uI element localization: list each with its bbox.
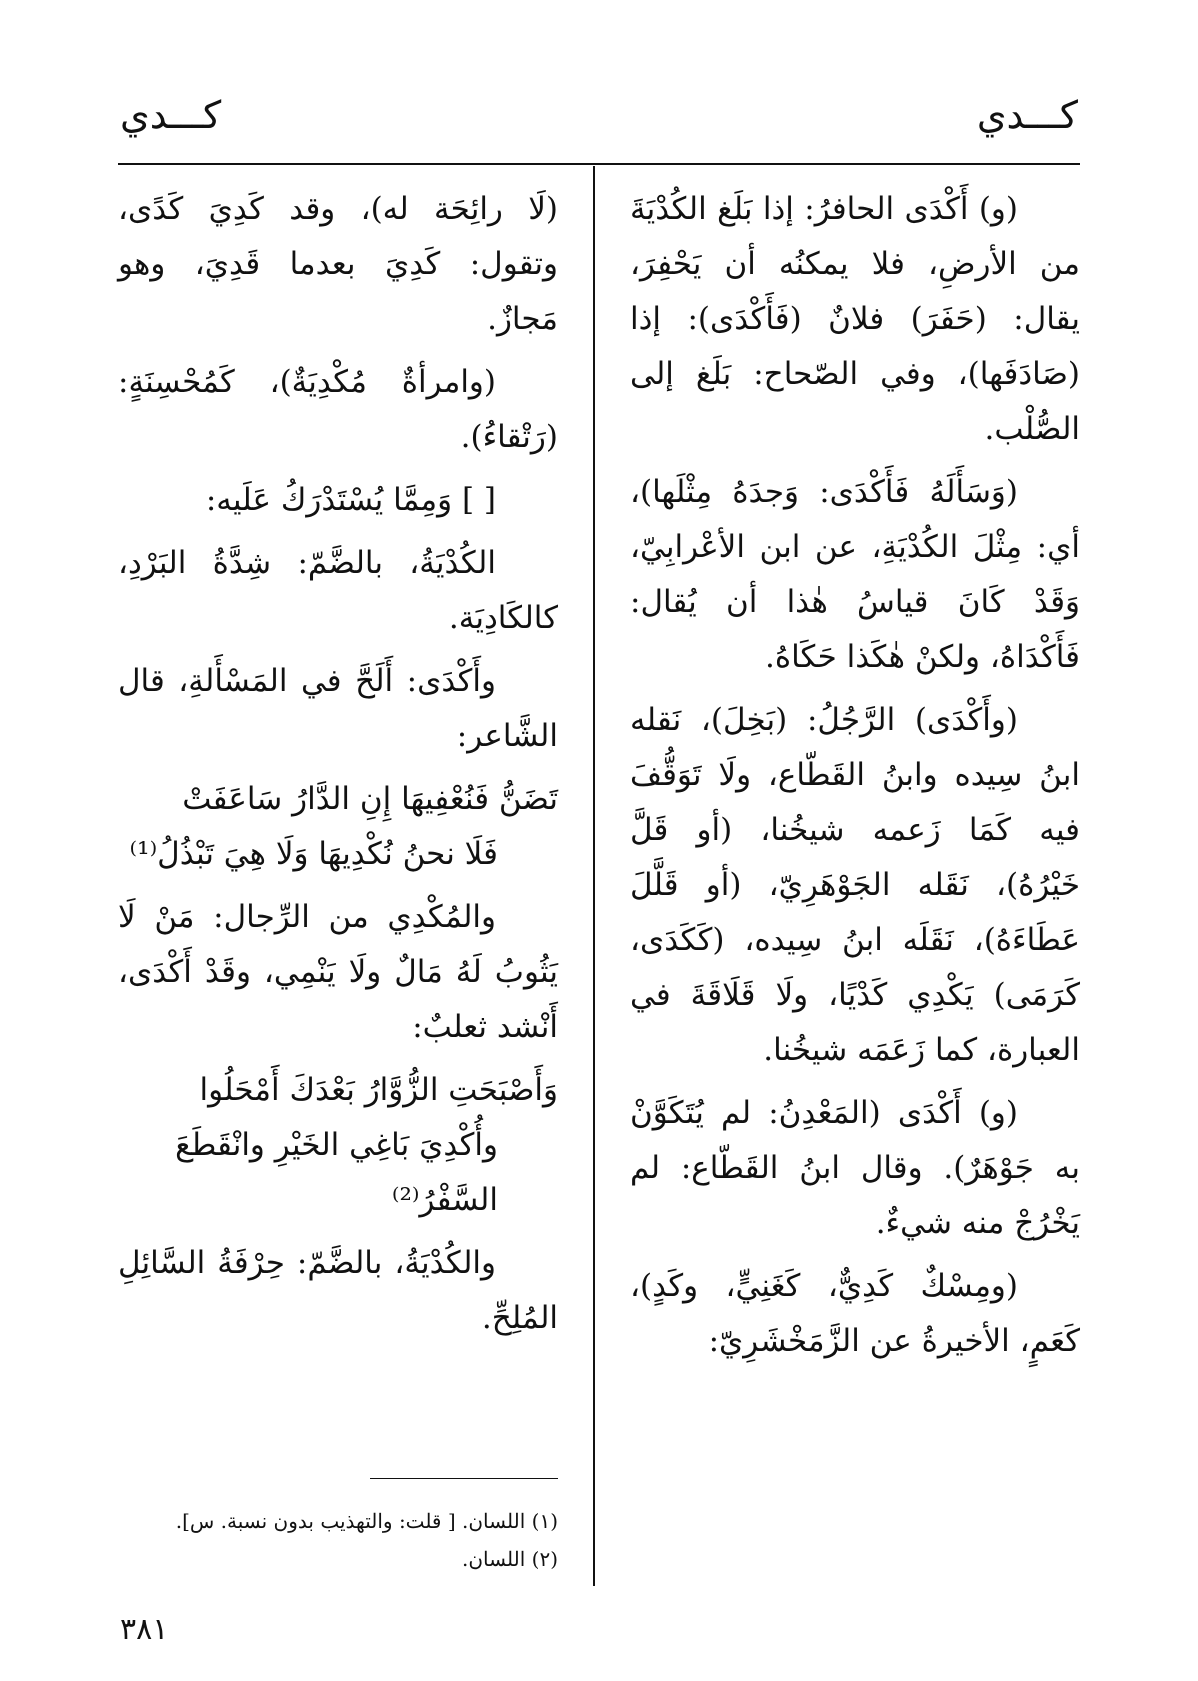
verse-hemistich: وَأَصْبَحَتِ الزُّوَّارُ بَعْدَكَ أَمْحَلُوا xyxy=(199,1072,558,1108)
paragraph: (وَسَأَلَهُ فَأَكْدَى: وَجدَهُ مِثْلَها)، أي: مِثْلَ الكُدْيَةِ، عن ابن الأعْرابِيّ، وَقَدْ كَانَ قياسُ هٰذا أن يُقال: فَأَكْدَاهُ، ولكنْ هٰكَذا حَكَاهُ. xyxy=(630,474,1080,675)
paragraph: (وأَكْدَى) الرَّجُلُ: (بَخِلَ)، نَقله ابنُ سِيده وابنُ القَطّاع، ولَا تَوَقُّفَ فيه كَمَا زَعمه شيخُنا، (أو قَلَّ خَيْرُهُ)، نَقَله الجَوْهَرِيّ، (أو قَلَّلَ عَطَاءَهُ)، نَقَلَه ابنُ سِيده، (كَكَدَى، كَرَمَى) يَكْدِي كَدْيًا، ولَا قَلَاقَةَ في العبارة، كما زَعَمَه شيخُنا. xyxy=(630,702,1080,1068)
verse-hemistich: وأُكْدِيَ بَاغِي الخَيْرِ وانْقَطَعَ السَّفْرُ⁽²⁾ xyxy=(175,1127,498,1218)
paragraph: والكُدْيَةُ، بالضَّمّ: حِرْفَةُ السَّائِلِ المُلِحِّ. xyxy=(118,1245,558,1336)
paragraph: (و) أَكْدَى الحافرُ: إذا بَلَغ الكُدْيَةَ من الأرضِ، فلا يمكنُه أن يَحْفِرَ، يقال: (حَفَرَ) فلانٌ (فَأَكْدَى): إذا (صَادَفَها)، وفي الصّحاح: بَلَغ إلى الصُّلْب. xyxy=(630,191,1080,447)
paragraph: الكُدْيَةُ، بالضَّمّ: شِدَّةُ البَرْدِ، كالكَادِيَة. xyxy=(118,545,558,636)
footnote-rule xyxy=(370,1478,558,1479)
page-number: ٣٨١ xyxy=(120,1612,169,1647)
column-divider xyxy=(593,166,595,1586)
footnotes xyxy=(118,1502,558,1578)
footnote: (١) اللسان. [ قلت: والتهذيب بدون نسبة. س]. xyxy=(175,1509,558,1533)
paragraph: (ومِسْكٌ كَدِيٌّ، كَغَنِيٍّ، وكَدٍ)، كَعَمٍ، الأخيرةُ عن الزَّمَخْشَرِيّ: xyxy=(630,1268,1080,1359)
verse-hemistich: فَلَا نحنُ نُكْدِيهَا وَلَا هِيَ تَبْذُلُ⁽¹⁾ xyxy=(129,836,498,872)
section-marker: [ ] وَمِمَّا يُسْتَدْرَكُ عَلَيه: xyxy=(205,482,496,518)
footnote: (٢) اللسان. xyxy=(462,1547,558,1571)
paragraph: (وامرأةٌ مُكْدِيَةٌ)، كَمُحْسِنَةٍ: (رَتْقاءُ). xyxy=(118,364,558,455)
right-column xyxy=(630,182,1080,1377)
verse xyxy=(118,772,558,882)
running-header-left: كـــدي xyxy=(120,93,222,137)
paragraph: (لَا رائِحَة له)، وقد كَدِيَ كَدًى، وتقول: كَدِيَ بعدما قَدِيَ، وهو مَجازٌ. xyxy=(118,191,558,337)
paragraph: (و) أَكْدَى (المَعْدِنُ: لم يُتَكَوَّنْ به جَوْهَرٌ). وقال ابنُ القَطّاع: لم يَخْرُجْ منه شيءٌ. xyxy=(630,1095,1080,1241)
verse-hemistich: تَضَنُّ فَنُعْفِيهَا إِنِ الدَّارُ سَاعَفَتْ xyxy=(182,781,558,817)
verse xyxy=(118,1063,558,1228)
left-column xyxy=(118,182,558,1354)
paragraph: والمُكْدِي من الرِّجال: مَنْ لَا يَثُوبُ لَهُ مَالٌ ولَا يَنْمِي، وقَدْ أَكْدَى، أَنْشد ثعلبٌ: xyxy=(118,899,558,1045)
header-rule xyxy=(118,163,1080,165)
running-header-right: كـــدي xyxy=(976,93,1078,137)
paragraph: وأَكْدَى: أَلَحَّ في المَسْأَلةِ، قال الشَّاعر: xyxy=(118,663,558,754)
